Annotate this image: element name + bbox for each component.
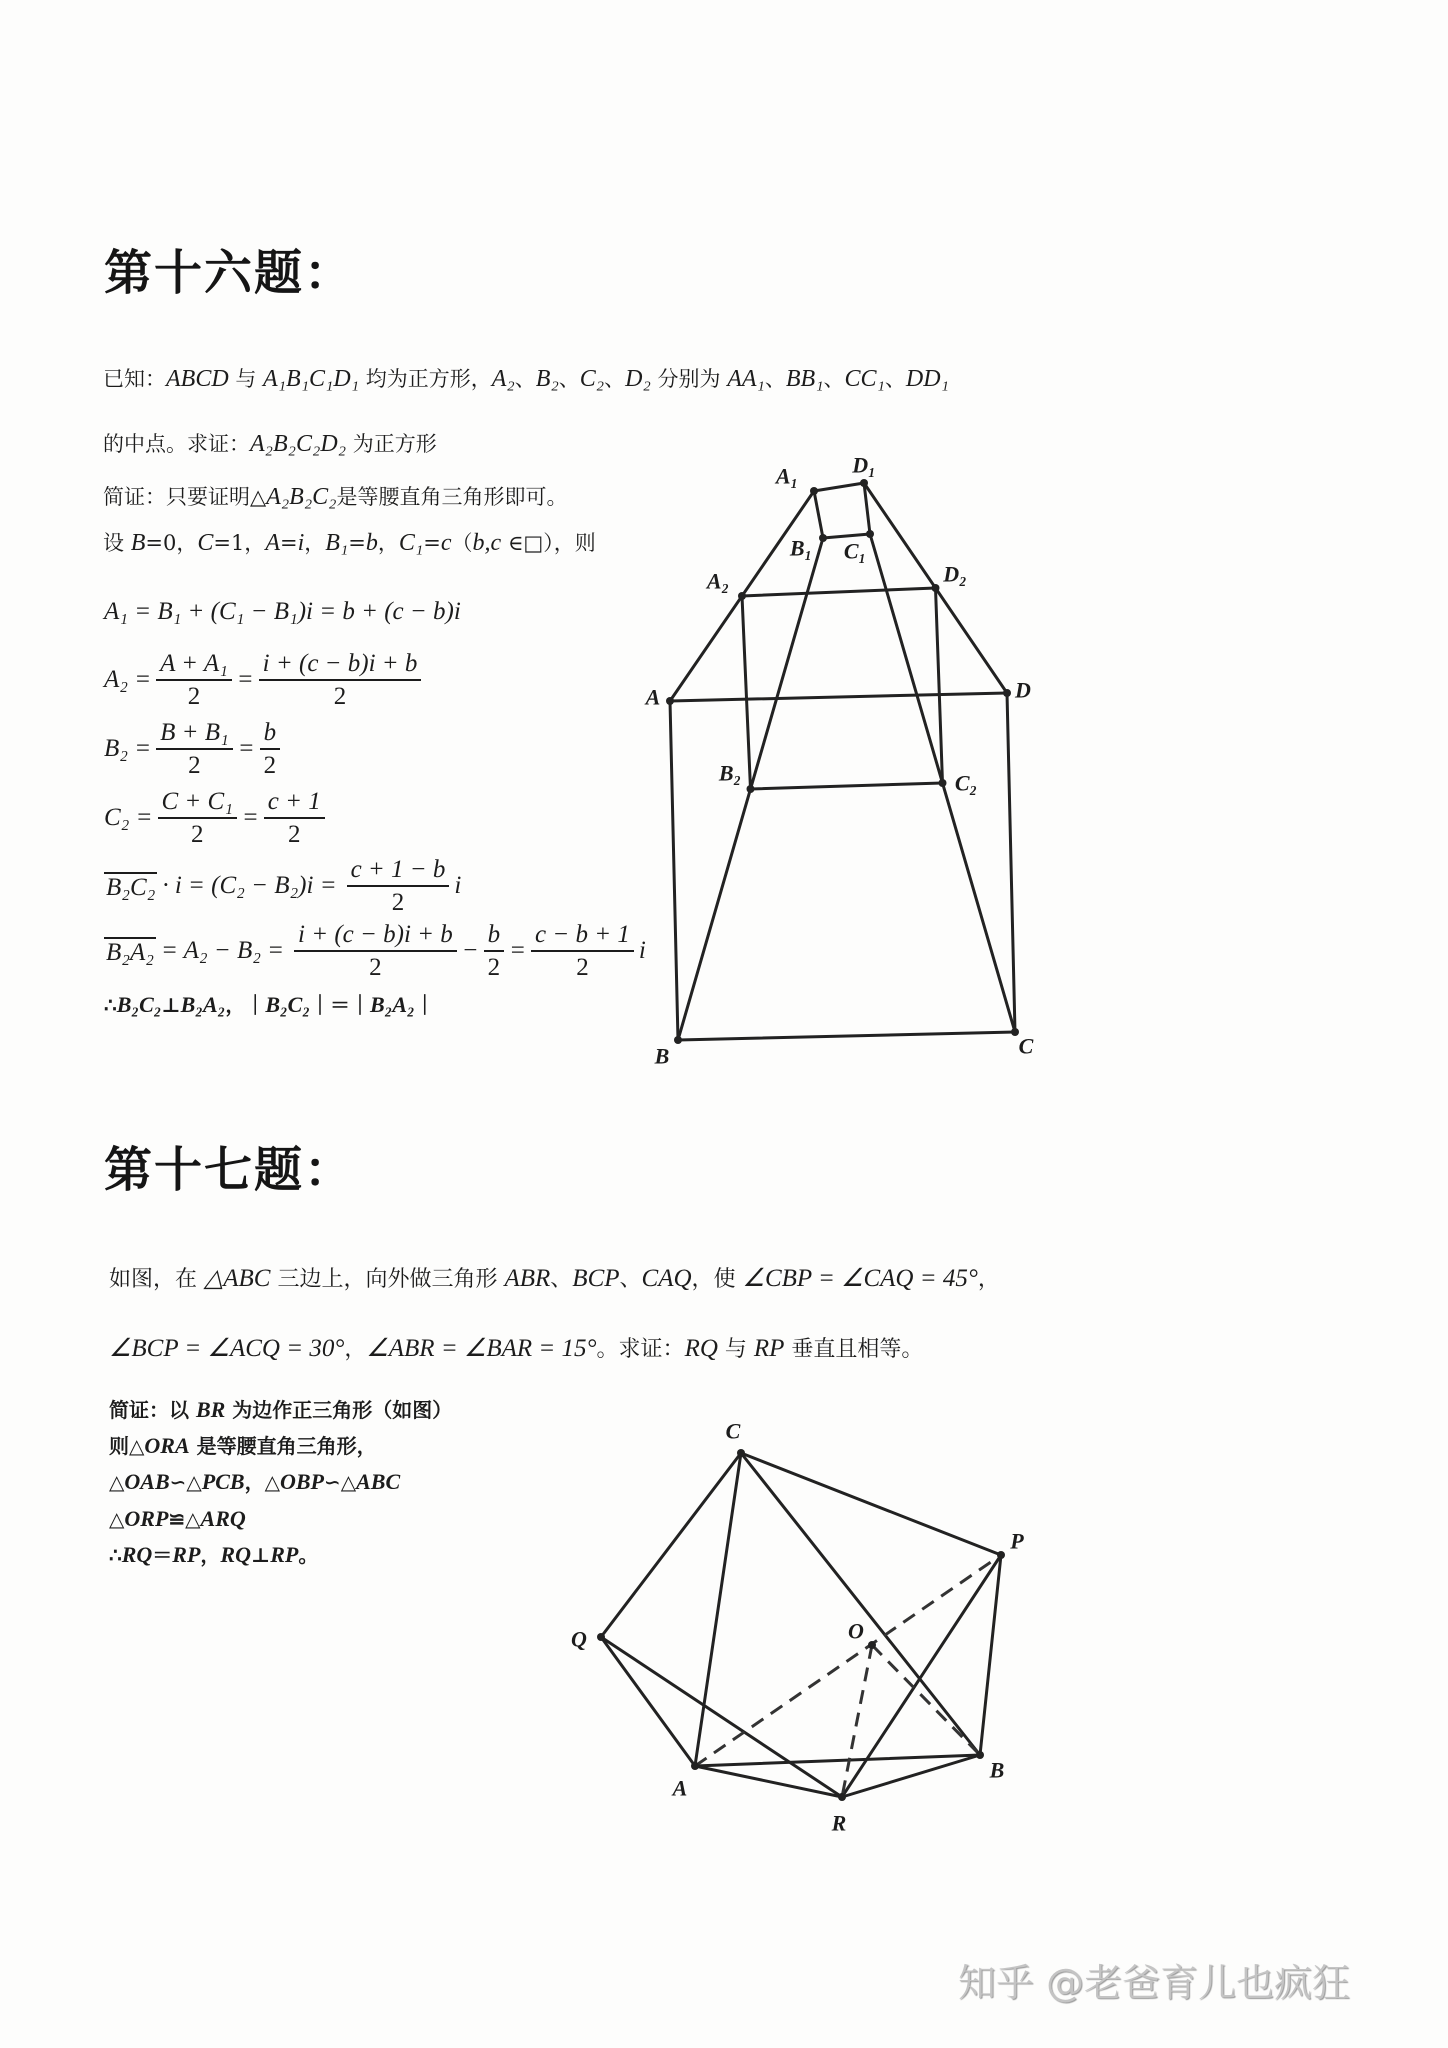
math-term: RQ: [684, 1335, 718, 1362]
math-term: A₁B₁C₁D₁: [263, 366, 360, 392]
label-d: D: [1015, 677, 1031, 703]
label-d1: D₁: [852, 452, 876, 478]
math-term: c: [440, 530, 452, 556]
text-run: 已知：: [103, 367, 166, 391]
math-term: CC₁: [844, 366, 885, 392]
numerator: b: [260, 717, 281, 750]
math-term: RP: [753, 1335, 785, 1362]
point-b1: [819, 534, 827, 542]
math-term: BB₁: [785, 366, 824, 392]
text-run: ∴: [104, 993, 117, 1017]
text-run: ＝: [152, 1543, 173, 1567]
denominator: 2: [188, 752, 201, 779]
math-term: C: [197, 530, 214, 556]
edge-r-b: [842, 1755, 980, 1797]
edge-b-a: [670, 701, 678, 1040]
denominator: 2: [263, 752, 277, 779]
edge-c-q: [601, 1453, 741, 1637]
label-b: B: [989, 1757, 1005, 1783]
label-d2: D₂: [943, 561, 967, 587]
point-r: [838, 1793, 846, 1801]
numerator: A + A₁: [156, 648, 232, 681]
text-run: 三边上，向外做三角形: [270, 1267, 505, 1292]
math-term: RQ: [121, 1542, 153, 1567]
diagram-17-dashed: [695, 1555, 1001, 1797]
text-run: ，△: [244, 1470, 280, 1494]
label-b1: B₁: [789, 535, 813, 561]
edge-c2-b2: [751, 783, 943, 789]
math-term: ∠ABR = ∠BAR = 15°: [366, 1335, 597, 1362]
edge-a2-d2: [742, 588, 936, 596]
math-term: OAB: [124, 1469, 170, 1494]
text-run: ｜: [414, 993, 435, 1017]
numerator: c + 1 − b: [347, 854, 450, 887]
label-c: C: [1018, 1033, 1034, 1059]
text-run: 垂直且相等。: [784, 1337, 924, 1362]
text-run: ⊥: [250, 1543, 271, 1567]
label-a1: A₁: [775, 463, 799, 489]
text-run: 分别为: [650, 367, 728, 391]
math-term: DD₁: [905, 366, 949, 392]
diagram-17: [601, 1453, 1001, 1797]
math-term: ORA: [144, 1433, 190, 1458]
text-run: 均为正方形，: [359, 367, 492, 391]
text-run: 。求证：: [596, 1337, 685, 1362]
math-term: A: [265, 530, 280, 556]
text-run: ∽△: [169, 1470, 202, 1494]
zhihu-watermark: 知乎 @老爸育儿也疯狂: [958, 1961, 1351, 2005]
math-term: b: [365, 530, 378, 556]
text-run: ｜＝｜: [310, 993, 370, 1017]
text-run: ，: [344, 1337, 367, 1362]
math-term: A₂: [491, 366, 515, 392]
point-a: [666, 697, 674, 705]
text-run: （: [451, 531, 473, 555]
text-run: 、: [550, 1267, 573, 1292]
text-run: ，: [977, 1267, 1000, 1292]
point-c2: [939, 779, 947, 787]
math-term: RP: [172, 1542, 201, 1567]
denominator: 2: [487, 954, 501, 981]
label-a2: A₂: [706, 568, 730, 594]
numerator: c + 1: [264, 786, 325, 819]
denominator: 2: [190, 821, 204, 848]
edge-d-c: [1007, 693, 1015, 1032]
math-term: △ABC: [204, 1265, 271, 1292]
point-a2: [738, 592, 746, 600]
diagram-16-labels: [644, 453, 1034, 1069]
point-p: [997, 1551, 1005, 1559]
text-run: 、: [558, 367, 580, 391]
point-d1: [860, 479, 868, 487]
math-term: C₂: [579, 366, 605, 392]
edge-b-p: [980, 1555, 1001, 1755]
point-q: [597, 1633, 605, 1641]
edge-c1-b1: [823, 534, 870, 538]
math-term: BR: [195, 1397, 226, 1422]
text-run: 与: [228, 367, 264, 391]
math-term: RP: [270, 1542, 299, 1567]
problem-17-title: 第十七题：: [104, 1142, 355, 1198]
text-run: 设: [103, 531, 131, 555]
math-term: i: [297, 530, 305, 556]
math-term: ABC: [356, 1469, 401, 1494]
label-p: P: [1010, 1528, 1024, 1554]
text-run: 为正方形: [346, 432, 437, 456]
point-c1: [866, 530, 874, 538]
math-term: A₂B₂C₂D₂: [250, 431, 347, 457]
point-d2: [932, 584, 940, 592]
math-term: B₂C₂: [116, 992, 162, 1017]
numerator: i + (c − b)i + b: [294, 919, 457, 952]
text-run: ≌△: [168, 1507, 201, 1531]
dashed-o-b: [872, 1645, 980, 1755]
minus-sign: −: [461, 937, 479, 964]
label-a: A: [645, 684, 661, 710]
problem-16-title: 第十六题：: [104, 245, 355, 301]
vector-b2c2: B₂C₂: [106, 873, 156, 901]
numerator: b: [484, 919, 505, 952]
edge-b2-a2: [742, 596, 751, 789]
edge-q-a: [601, 1637, 695, 1766]
math-term: b,c: [472, 530, 502, 556]
math-term: ABCD: [166, 366, 229, 392]
label-a: A: [672, 1775, 688, 1801]
math-term: D₂: [625, 366, 651, 392]
math-term: B: [130, 530, 146, 556]
edge-a1-d1: [814, 483, 864, 491]
text-run: 是等腰直角三角形即可。: [336, 485, 568, 509]
math-term: ∠CBP = ∠CAQ = 45°: [742, 1265, 978, 1292]
denominator: 2: [333, 683, 347, 710]
math-term: RQ: [220, 1542, 251, 1567]
math-term: BCP: [572, 1265, 620, 1292]
math-term: OBP: [279, 1469, 324, 1494]
text-run: 、: [604, 367, 626, 391]
diagram-17-points: [597, 1449, 1005, 1801]
text-run: ，: [200, 1543, 221, 1567]
point-b2: [747, 785, 755, 793]
text-run: =1，: [213, 531, 266, 555]
text-run: 、: [619, 1267, 642, 1292]
equals-sign: =: [237, 735, 255, 762]
math-term: A₂B₂C₂: [266, 484, 337, 510]
text-run: ，: [304, 531, 326, 555]
math-term: C₁: [398, 530, 424, 556]
math-term: B₁: [325, 530, 349, 556]
eq-tail: i: [638, 937, 646, 964]
text-run: ∴: [109, 1543, 122, 1567]
numerator: i + (c − b)i + b: [259, 648, 422, 681]
math-term: ∠BCP = ∠ACQ = 30°: [109, 1335, 345, 1362]
equation-a1-text: A₁ = B₁ + (C₁ − B₁)i = b + (c − b)i: [104, 598, 461, 625]
equals-sign: =: [236, 666, 254, 693]
math-term: ORP: [124, 1506, 169, 1531]
math-term: AA₁: [727, 366, 765, 392]
text-run: 、: [884, 367, 906, 391]
text-run: 、: [823, 367, 845, 391]
point-d: [1003, 689, 1011, 697]
label-b: B: [654, 1043, 670, 1069]
edge-c-a: [695, 1453, 741, 1766]
text-run: ，: [377, 531, 399, 555]
math-term: PCB: [201, 1469, 245, 1494]
denominator: 2: [187, 683, 201, 710]
text-run: 的中点。求证：: [103, 432, 250, 456]
math-term: B₂A₂: [370, 992, 415, 1017]
label-q: Q: [571, 1626, 587, 1652]
eq-middle: = A₂ − B₂ =: [160, 937, 285, 964]
eq-lhs: A₂ =: [104, 666, 152, 693]
edge-a-b: [695, 1755, 980, 1766]
point-a: [691, 1762, 699, 1770]
numerator: c − b + 1: [531, 919, 634, 952]
label-b2: B₂: [718, 760, 742, 786]
text-run: =: [423, 531, 441, 555]
numerator: C + C₁: [158, 786, 237, 819]
text-run: ∈□），则: [501, 531, 596, 555]
equals-sign: =: [509, 937, 527, 964]
point-b: [976, 1751, 984, 1759]
text-run: =: [279, 531, 298, 555]
label-r: R: [831, 1810, 847, 1836]
denominator: 2: [391, 889, 405, 916]
text-run: 、: [764, 367, 786, 391]
edge-b1-a1: [814, 491, 823, 538]
edge-d2-c2: [936, 588, 943, 783]
math-term: B₂C₂: [265, 992, 310, 1017]
point-o: [868, 1641, 876, 1649]
math-term: ABR: [504, 1265, 551, 1292]
text-run: 与: [717, 1337, 754, 1362]
text-run: △: [109, 1507, 125, 1531]
text-run: 如图，在: [109, 1267, 204, 1292]
text-run: =: [348, 531, 366, 555]
text-run: =0，: [145, 531, 198, 555]
eq-lhs: C₂ =: [104, 804, 153, 831]
denominator: 2: [576, 954, 589, 981]
math-term: CAQ: [641, 1265, 692, 1292]
point-c: [737, 1449, 745, 1457]
label-c2: C₂: [954, 770, 978, 796]
equals-sign: =: [241, 804, 259, 831]
numerator: B + B₁: [156, 717, 233, 750]
denominator: 2: [288, 821, 301, 848]
math-term: ARQ: [200, 1506, 246, 1531]
eq-tail: i: [454, 872, 462, 899]
point-a1: [810, 487, 818, 495]
text-run: ∽△: [323, 1470, 357, 1494]
text-run: 则△: [109, 1434, 145, 1458]
text-run: 、: [514, 367, 536, 391]
math-term: B₂A₂: [180, 992, 226, 1017]
diagram-17-labels: [571, 1419, 1024, 1836]
text-run: 简证：以: [109, 1398, 196, 1422]
text-run: ，使: [691, 1267, 743, 1292]
vector-b2a2: B₂A₂: [106, 938, 154, 966]
text-run: 。: [298, 1543, 319, 1567]
text-run: ，｜: [225, 993, 266, 1017]
text-run: 是等腰直角三角形，: [189, 1434, 377, 1458]
text-run: 为边作正三角形（如图）: [225, 1398, 453, 1422]
text-run: ⊥: [161, 993, 181, 1017]
label-c1: C₁: [843, 538, 867, 564]
label-c: C: [725, 1418, 741, 1444]
text-run: △: [109, 1470, 125, 1494]
label-o: O: [848, 1618, 864, 1644]
eq-middle: · i = (C₂ − B₂)i =: [162, 872, 337, 899]
math-term: B₂: [535, 366, 559, 392]
edge-c-b: [678, 1032, 1015, 1040]
point-b: [674, 1036, 682, 1044]
denominator: 2: [369, 954, 382, 981]
text-run: 简证：只要证明△: [103, 485, 267, 509]
eq-lhs: B₂ =: [104, 735, 152, 762]
edge-a-d: [670, 693, 1007, 701]
